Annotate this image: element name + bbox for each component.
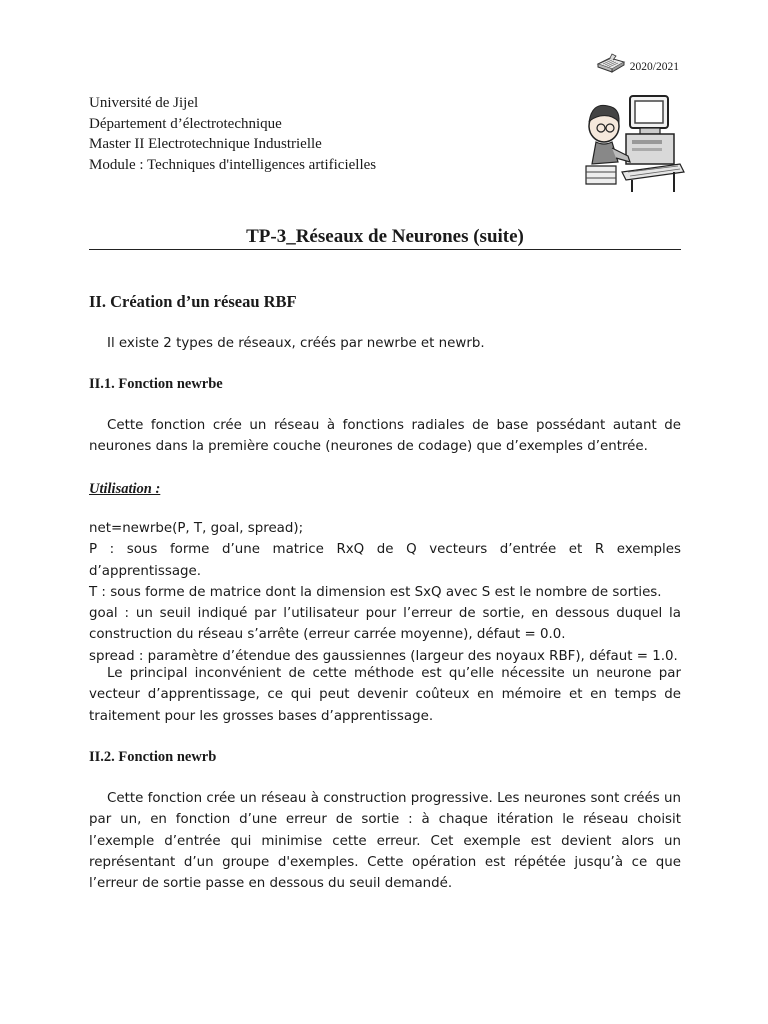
usage-block bbox=[89, 518, 681, 667]
year-text: 2020/2021 bbox=[629, 61, 679, 73]
section-heading: II. Création d’un réseau RBF bbox=[89, 292, 297, 311]
param-t-line: T : sous forme de matrice dont la dimension est SxQ avec S est le nombre de sorties. bbox=[89, 584, 662, 600]
usage-heading: Utilisation : bbox=[89, 481, 161, 497]
newrbe-description: Cette fonction crée un réseau à fonctions radiales de base possédant autant de neurones dans la première couche (neurones de codage) que d’exemples d’entrée. bbox=[89, 418, 681, 455]
usage-syntax-line: net=newrbe(P, T, goal, spread); bbox=[89, 521, 304, 536]
open-book-icon bbox=[596, 50, 628, 74]
department-name: Département d’électrotechnique bbox=[89, 115, 282, 132]
page-title: TP-3_Réseaux de Neurones (suite) bbox=[246, 226, 524, 247]
module-name: Module : Techniques d'intelligences artificielles bbox=[89, 156, 377, 173]
academic-year bbox=[596, 50, 679, 74]
param-p-line: P : sous forme d’une matrice RxQ de Q vecteurs d’entrée et R exemples d’apprentissage. bbox=[89, 542, 681, 579]
program-name: Master II Electrotechnique Industrielle bbox=[89, 136, 322, 152]
person-at-computer-illustration bbox=[582, 92, 692, 192]
param-spread-line: spread : paramètre d’étendue des gaussiennes (largeur des noyaux RBF), défaut = 1.0. bbox=[89, 648, 678, 664]
param-goal-line: goal : un seuil indiqué par l’utilisateur pour l’erreur de sortie, en dessous duquel la construction du réseau s’arrête (erreur carrée moyenne), défaut = 0.0. bbox=[89, 606, 681, 643]
drawback-paragraph: Le principal inconvénient de cette méthode est qu’elle nécessite un neurone par vecteur d’apprentissage, ce qui peut devenir coûteux en mémoire et en temps de traitement pour les grosses bases d’apprentissage. bbox=[89, 666, 681, 724]
section-intro: Il existe 2 types de réseaux, créés par newrbe et newrb. bbox=[107, 336, 485, 351]
subsection-heading-newrb: II.2. Fonction newrb bbox=[89, 749, 217, 765]
university-name: Université de Jijel bbox=[89, 95, 199, 111]
newrb-description: Cette fonction crée un réseau à construction progressive. Les neurones sont créés un par un, en fonction d’une erreur de sortie : à chaque itération le réseau choisit l’exemple d’entrée qui minimise cette erreur. Cet exemple est devient alors un représentant d’un groupe d'exemples. Cette opération est répétée jusqu’à ce que l’erreur de sortie passe en dessous du seuil demandé. bbox=[89, 791, 681, 892]
subsection-heading-newrbe: II.1. Fonction newrbe bbox=[89, 376, 223, 392]
title-underline bbox=[89, 249, 681, 250]
institution-header bbox=[89, 93, 376, 175]
